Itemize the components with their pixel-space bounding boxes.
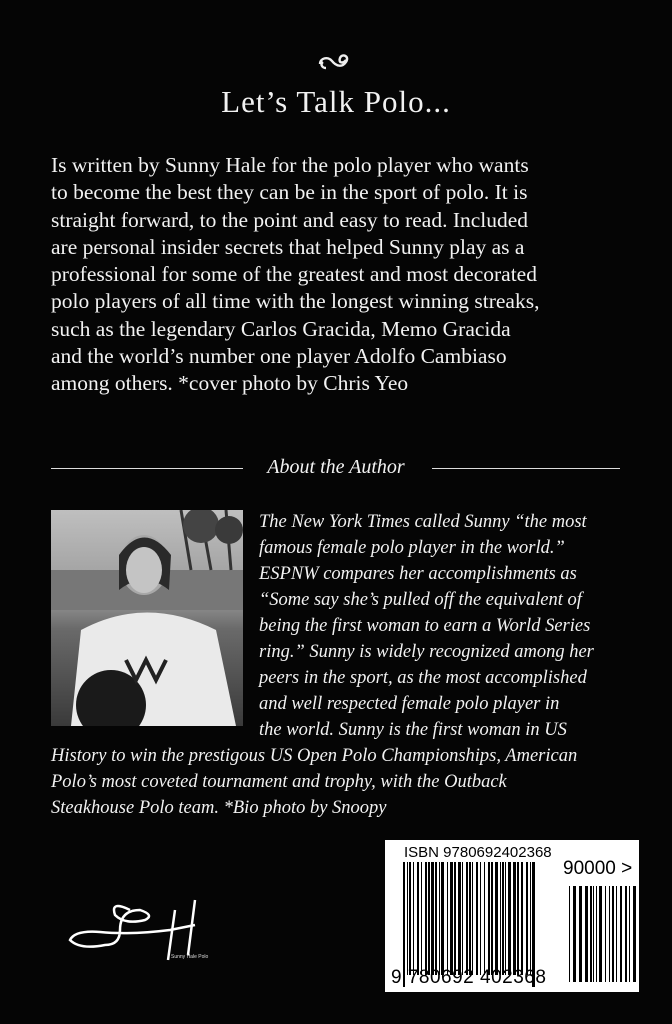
barcode-bar <box>421 862 422 975</box>
description-line: to become the best they can be in the sport of polo. It is <box>51 180 528 205</box>
bio-line: peers in the sport, as the most accomplished <box>259 668 587 688</box>
book-title: Let’s Talk Polo... <box>221 84 451 119</box>
barcode-bar <box>505 862 506 975</box>
author-bio <box>259 509 594 743</box>
barcode-bar <box>609 886 610 982</box>
sunny-hale-polo-logo <box>50 870 230 980</box>
barcode-bar <box>526 862 528 975</box>
bio-line: the world. Sunny is the first woman in US <box>259 720 567 740</box>
barcode-bar <box>466 862 468 975</box>
bio-line: “Some say she’s pulled off the equivalent of <box>259 590 582 610</box>
barcode-bar <box>454 862 456 975</box>
barcode-bar <box>605 886 606 982</box>
barcode-bar <box>488 862 490 975</box>
price-code: 90000 > <box>563 858 633 879</box>
barcode-bar <box>629 886 630 982</box>
barcode-bar <box>425 862 427 975</box>
barcode-bar <box>458 862 461 975</box>
barcode-bar <box>573 886 576 982</box>
barcode-bar <box>508 862 511 975</box>
description-line: and the world’s number one player Adolfo Cambiaso <box>51 344 507 369</box>
barcode-digits: 9 780692 402368 <box>391 967 547 988</box>
barcode-bar <box>513 862 516 975</box>
bio-line: famous female polo player in the world.” <box>259 538 565 558</box>
barcode-bar <box>409 862 411 975</box>
barcode-bar <box>590 886 592 982</box>
barcode-bar <box>469 862 471 975</box>
bio-line: Polo’s most coveted tournament and trophy, with the Outback <box>51 772 507 792</box>
divider-right <box>432 468 620 469</box>
barcode-bar <box>417 862 419 975</box>
description-line: straight forward, to the point and easy to read. Included <box>51 207 529 232</box>
barcode-bar <box>476 862 478 975</box>
bio-line: ring.” Sunny is widely recognized among her <box>259 642 594 662</box>
author-bio-continued <box>51 743 577 821</box>
barcode-bar <box>428 862 430 975</box>
bio-line: being the first woman to earn a World Series <box>259 616 591 636</box>
barcode-bar <box>441 862 444 975</box>
barcode-bar <box>521 862 523 975</box>
barcode-bar <box>491 862 493 975</box>
barcode-bar <box>439 862 440 975</box>
barcode-bar <box>620 886 622 982</box>
description-line: professional for some of the greatest and most decorated <box>51 262 537 287</box>
barcode-bar <box>502 862 504 975</box>
barcode-bar <box>585 886 588 982</box>
barcode-bar <box>462 862 463 975</box>
barcode-bar <box>616 886 617 982</box>
barcode-bar <box>579 886 582 982</box>
barcode-bar <box>407 862 408 975</box>
barcode-bar <box>596 886 597 982</box>
bio-line: and well respected female polo player in <box>259 694 560 714</box>
barcode-bar <box>413 862 414 975</box>
barcode-bar <box>435 862 437 975</box>
bio-line: History to win the prestigous US Open Polo Championships, American <box>51 746 578 766</box>
barcode-bar <box>447 862 448 975</box>
barcode-bar <box>500 862 501 975</box>
barcode-bar <box>517 862 519 975</box>
about-author-heading: About the Author <box>267 456 405 478</box>
logo-caption: Sunny Hale Polo <box>171 954 209 960</box>
bio-line: ESPNW compares her accomplishments as <box>259 564 577 584</box>
barcode-bar <box>431 862 434 975</box>
author-photo <box>51 510 243 726</box>
description-line: are personal insider secrets that helped Sunny play as a <box>51 234 525 259</box>
barcode-bar <box>612 886 614 982</box>
barcode-bar <box>625 886 627 982</box>
bio-line: The New York Times called Sunny “the most <box>259 512 587 532</box>
barcode-bar <box>484 862 485 975</box>
barcode-bar <box>593 886 594 982</box>
barcode-bar <box>472 862 473 975</box>
barcode-bar <box>480 862 481 975</box>
description-line: among others. *cover photo by Chris Yeo <box>51 371 409 396</box>
barcode-bar <box>633 886 636 982</box>
ornament-icon <box>316 50 356 72</box>
barcode-bar <box>450 862 453 975</box>
barcode-bar <box>530 862 531 975</box>
description-line: Is written by Sunny Hale for the polo player who wants <box>51 153 529 177</box>
isbn-label: ISBN 9780692402368 <box>404 844 552 861</box>
barcode-bar <box>495 862 498 975</box>
barcode-bar <box>599 886 602 982</box>
bio-line: Steakhouse Polo team. *Bio photo by Snoopy <box>51 798 387 818</box>
barcode-bar <box>569 886 570 982</box>
description-line: such as the legendary Carlos Gracida, Memo Gracida <box>51 316 511 341</box>
description-line: polo players of all time with the longest winning streaks, <box>51 289 540 314</box>
isbn-barcode <box>385 840 639 992</box>
book-description <box>51 152 651 398</box>
